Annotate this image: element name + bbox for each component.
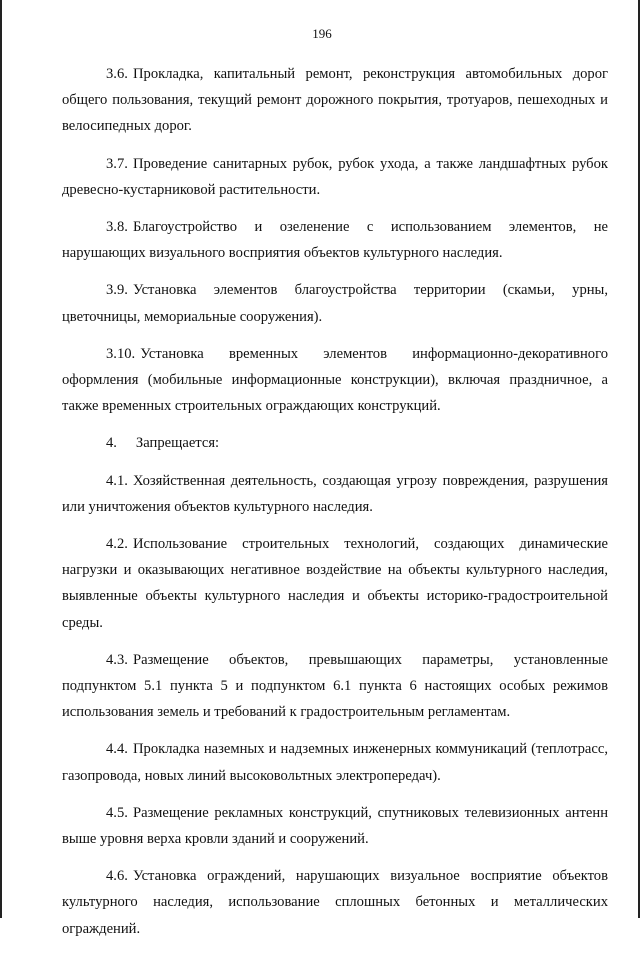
document-body	[62, 61, 608, 953]
paragraph-text: Прокладка, капитальный ремонт, реконструкция автомобильных дорог общего пользования, текущий ремонт дорожного покрытия, тротуаров, пешеходных и велосипедных дорог.	[62, 66, 608, 135]
paragraph-text: Использование строительных технологий, создающих динамические нагрузки и оказывающих негативное воздействие на объекты культурного наследия, выявленные объекты культурного наследия и объекты историко-градостроительной среды.	[62, 536, 608, 631]
paragraph-4-4	[62, 736, 608, 788]
paragraph-4-1	[62, 468, 608, 520]
paragraph-text: Благоустройство и озеленение с использованием элементов, не нарушающих визуального восприятия объектов культурного наследия.	[62, 219, 608, 262]
paragraph-number: 4.	[106, 435, 117, 452]
paragraph-text: Установка временных элементов информационно-декоративного оформления (мобильные информационные конструкции), включая праздничное, а также временных строительных ограждающих конструкций.	[62, 345, 608, 415]
paragraph-3-8	[62, 214, 608, 266]
paragraph-number: 4.6.	[106, 868, 128, 885]
paragraph-number: 4.1.	[106, 472, 128, 489]
paragraph-number: 4.3.	[106, 651, 128, 668]
paragraph-number: 3.9.	[106, 282, 128, 299]
paragraph-text: Установка элементов благоустройства территории (скамьи, урны, цветочницы, мемориальные сооружения).	[62, 282, 608, 325]
paragraph-3-6	[62, 61, 608, 140]
paragraph-4-5	[62, 800, 608, 852]
paragraph-number: 3.10.	[106, 345, 136, 362]
paragraph-number: 3.7.	[106, 155, 128, 172]
paragraph-number: 4.2.	[106, 536, 128, 553]
paragraph-text: Прокладка наземных и надземных инженерных коммуникаций (теплотрасс, газопровода, новых линий высоковольтных электропередач).	[62, 741, 608, 784]
paragraph-text: Установка ограждений, нарушающих визуальное восприятие объектов культурного наследия, использование сплошных бетонных и металлических ограждений.	[62, 868, 608, 937]
paragraph-4	[62, 430, 608, 456]
paragraph-number: 4.5.	[106, 804, 128, 821]
paragraph-4-3	[62, 647, 608, 726]
paragraph-text: Проведение санитарных рубок, рубок ухода, а также ландшафтных рубок древесно-кустарниковой растительности.	[62, 155, 608, 198]
paragraph-text: Размещение объектов, превышающих параметры, установленные подпунктом 5.1 пункта 5 и подпунктом 6.1 пункта 6 настоящих особых режимов использования земель и требований к градостроительным регламентам.	[62, 651, 608, 721]
paragraph-text: Размещение рекламных конструкций, спутниковых телевизионных антенн выше уровня верха кровли зданий и сооружений.	[62, 804, 608, 848]
paragraph-3-10	[62, 341, 608, 420]
paragraph-number: 3.8.	[106, 219, 128, 236]
paragraph-text: Хозяйственная деятельность, создающая угрозу повреждения, разрушения или уничтожения объектов культурного наследия.	[62, 472, 608, 515]
paragraph-4-2	[62, 531, 608, 636]
paragraph-number: 4.4.	[106, 741, 128, 758]
paragraph-4-6	[62, 863, 608, 942]
paragraph-3-7	[62, 151, 608, 203]
paragraph-text: Запрещается:	[135, 435, 220, 452]
page-number: 196	[312, 26, 332, 41]
paragraph-3-9	[62, 277, 608, 329]
paragraph-number: 3.6.	[106, 66, 128, 82]
